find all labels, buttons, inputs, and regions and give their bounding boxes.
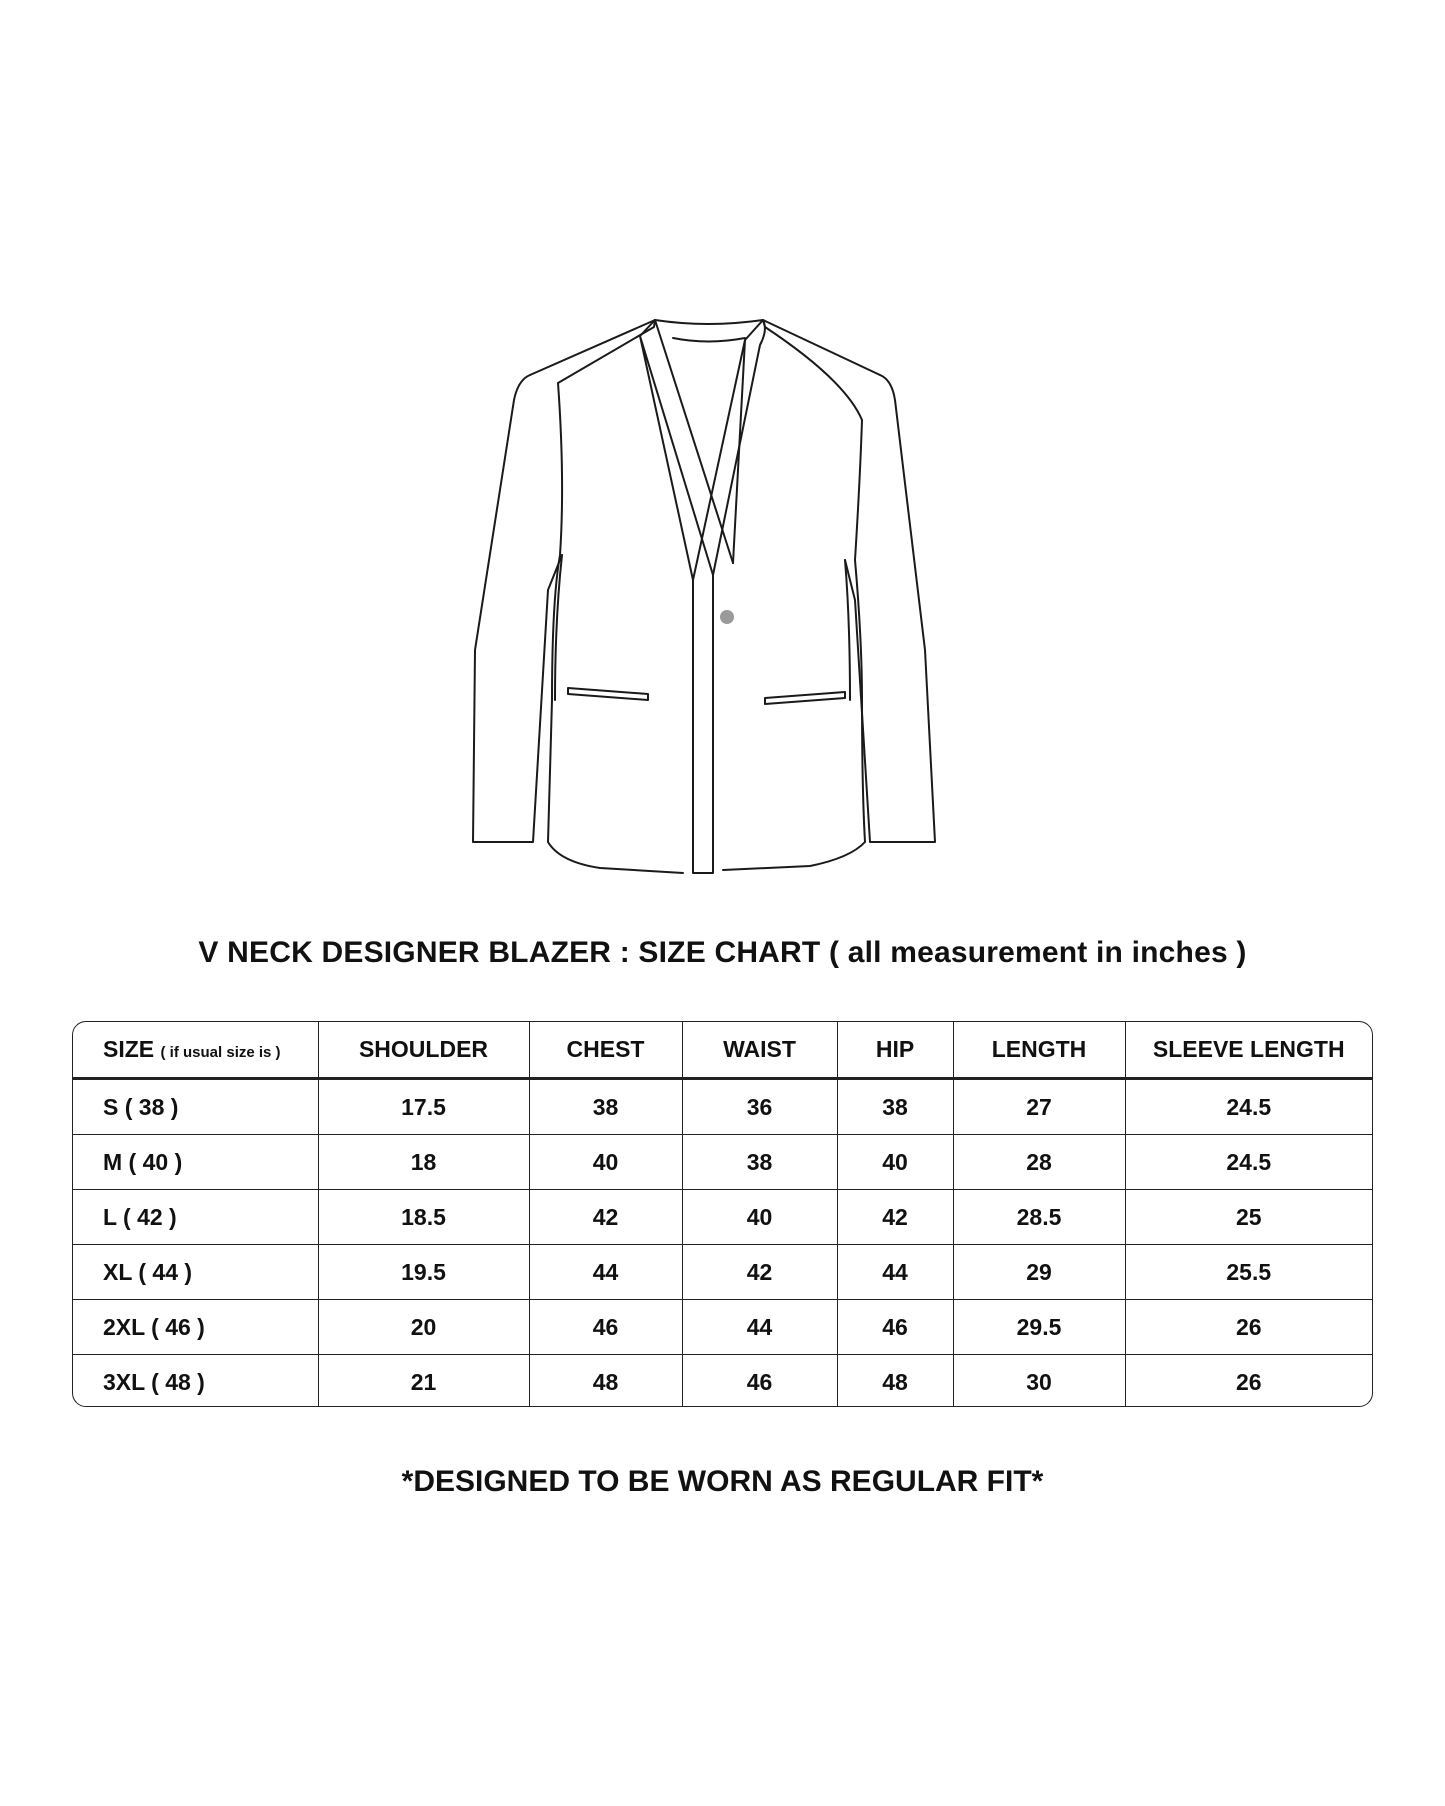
table-header-row bbox=[73, 1022, 1372, 1079]
cell-chest: 48 bbox=[529, 1355, 682, 1408]
cell-hip: 42 bbox=[837, 1190, 953, 1245]
right-lapel bbox=[693, 320, 765, 580]
cell-waist: 36 bbox=[682, 1079, 837, 1135]
inner-collar bbox=[673, 338, 745, 342]
table-row bbox=[73, 1079, 1372, 1135]
header-shoulder: SHOULDER bbox=[318, 1022, 529, 1079]
cell-sleeve-length: 26 bbox=[1125, 1300, 1372, 1355]
cell-length: 29.5 bbox=[953, 1300, 1125, 1355]
right-pocket bbox=[765, 692, 845, 704]
table-row bbox=[73, 1300, 1372, 1355]
header-size-note: ( if usual size is ) bbox=[160, 1044, 281, 1061]
body-right bbox=[723, 320, 880, 870]
button-icon bbox=[720, 610, 734, 624]
cell-chest: 44 bbox=[529, 1245, 682, 1300]
table-row bbox=[73, 1135, 1372, 1190]
cell-size: XL ( 44 ) bbox=[73, 1245, 318, 1300]
header-size-label: SIZE bbox=[103, 1036, 155, 1062]
cell-waist: 46 bbox=[682, 1355, 837, 1408]
cell-size: S ( 38 ) bbox=[73, 1079, 318, 1135]
cell-waist: 42 bbox=[682, 1245, 837, 1300]
table-row bbox=[73, 1245, 1372, 1300]
title-main: V NECK DESIGNER BLAZER : SIZE CHART bbox=[198, 936, 821, 969]
cell-hip: 38 bbox=[837, 1079, 953, 1135]
cell-shoulder: 17.5 bbox=[318, 1079, 529, 1135]
title-subtitle: ( all measurement in inches ) bbox=[828, 936, 1247, 969]
fit-note: *DESIGNED TO BE WORN AS REGULAR FIT* bbox=[401, 1465, 1044, 1498]
cell-shoulder: 18 bbox=[318, 1135, 529, 1190]
cell-chest: 40 bbox=[529, 1135, 682, 1190]
cell-length: 28.5 bbox=[953, 1190, 1125, 1245]
back-collar bbox=[655, 320, 763, 324]
cell-hip: 48 bbox=[837, 1355, 953, 1408]
cell-sleeve-length: 25 bbox=[1125, 1190, 1372, 1245]
cell-waist: 44 bbox=[682, 1300, 837, 1355]
cell-size: 3XL ( 48 ) bbox=[73, 1355, 318, 1408]
left-lapel bbox=[640, 320, 713, 873]
left-pocket bbox=[568, 688, 648, 700]
v-neck-blazer-icon bbox=[0, 0, 1445, 880]
header-chest: CHEST bbox=[529, 1022, 682, 1079]
table-row bbox=[73, 1190, 1372, 1245]
cell-sleeve-length: 25.5 bbox=[1125, 1245, 1372, 1300]
header-waist: WAIST bbox=[682, 1022, 837, 1079]
cell-chest: 46 bbox=[529, 1300, 682, 1355]
cell-size: M ( 40 ) bbox=[73, 1135, 318, 1190]
table-row bbox=[73, 1355, 1372, 1408]
size-chart-table bbox=[72, 1021, 1373, 1407]
cell-size: 2XL ( 46 ) bbox=[73, 1300, 318, 1355]
cell-sleeve-length: 24.5 bbox=[1125, 1135, 1372, 1190]
cell-shoulder: 19.5 bbox=[318, 1245, 529, 1300]
cell-shoulder: 21 bbox=[318, 1355, 529, 1408]
cell-shoulder: 20 bbox=[318, 1300, 529, 1355]
header-sleeve-length: SLEEVE LENGTH bbox=[1125, 1022, 1372, 1079]
cell-length: 27 bbox=[953, 1079, 1125, 1135]
cell-hip: 40 bbox=[837, 1135, 953, 1190]
cell-chest: 38 bbox=[529, 1079, 682, 1135]
cell-length: 30 bbox=[953, 1355, 1125, 1408]
cell-sleeve-length: 26 bbox=[1235, 1368, 1262, 1395]
header-hip: HIP bbox=[837, 1022, 953, 1079]
cell-sleeve-length: 24.5 bbox=[1125, 1079, 1372, 1135]
cell-shoulder: 18.5 bbox=[318, 1190, 529, 1245]
cell-size: L ( 42 ) bbox=[73, 1190, 318, 1245]
cell-hip: 44 bbox=[837, 1245, 953, 1300]
cell-length: 28 bbox=[953, 1135, 1125, 1190]
header-length: LENGTH bbox=[953, 1022, 1125, 1079]
header-size bbox=[73, 1022, 318, 1079]
cell-waist: 40 bbox=[682, 1190, 837, 1245]
cell-hip: 46 bbox=[837, 1300, 953, 1355]
left-sleeve bbox=[473, 375, 562, 842]
page-title bbox=[0, 936, 1445, 970]
cell-chest: 42 bbox=[529, 1190, 682, 1245]
cell-waist: 38 bbox=[682, 1135, 837, 1190]
cell-length: 29 bbox=[953, 1245, 1125, 1300]
